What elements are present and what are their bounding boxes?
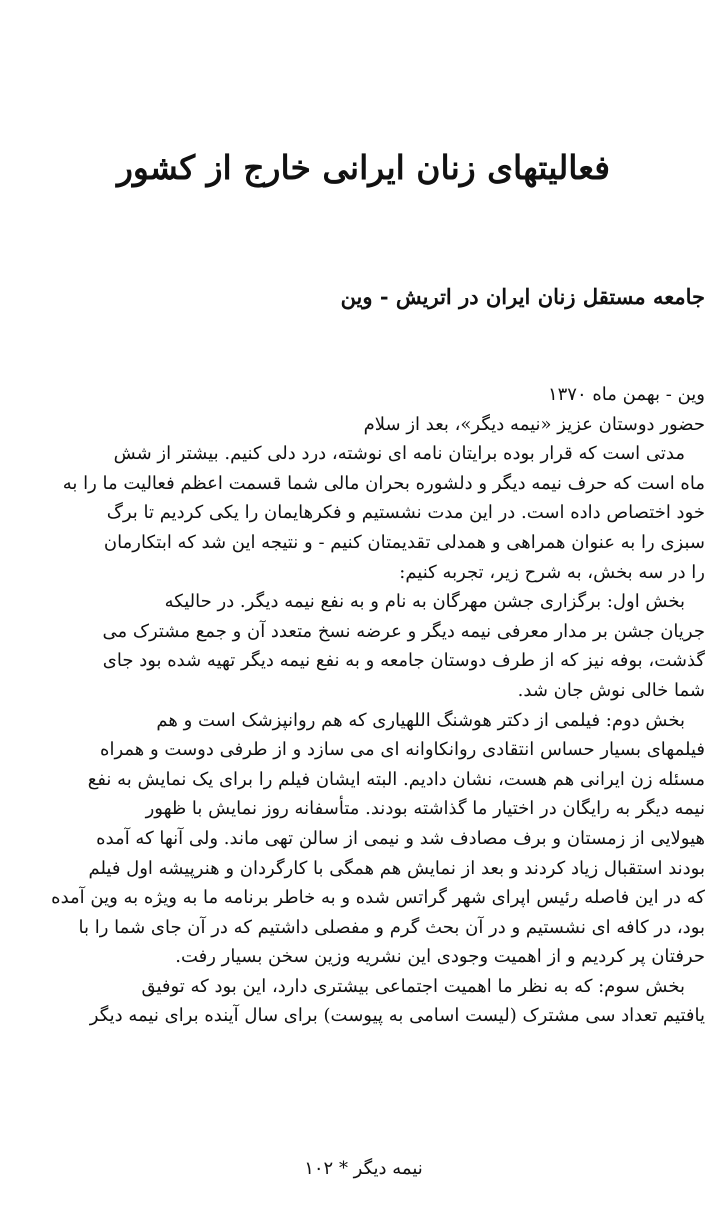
paragraph-line: را در سه بخش، به شرح زیر، تجربه کنیم: [399,561,705,583]
paragraph-line: مسئله زن ایرانی هم هست، نشان دادیم. البته ایشان فیلم را برای یک نمایش به نفع [87,768,705,790]
paragraph-line: بخش دوم: فیلمی از دکتر هوشنگ اللهیاری که هم روانپزشک است و هم [156,709,685,731]
paragraph-line: گذشت، بوفه نیز که از طرف دوستان جامعه و به نفع نیمه دیگر تهیه شده بود جای [102,650,705,672]
paragraph-line: جریان جشن بر مدار معرفی نیمه دیگر و عرضه نسخ متعدد آن و جمع مشترک می [102,620,705,642]
paragraph-line: بخش اول: برگزاری جشن مهرگان به نام و به نفع نیمه دیگر. در حالیکه [164,591,685,613]
paragraph-line: خود اختصاص داده است. در این مدت نشستیم و فکرهایمان را یکی کردیم تا برگ [106,502,705,524]
paragraph-line: که در این فاصله رئیس اپرای شهر گراتس شده و به خاطر برنامه ما به ویژه به وین آمده [51,887,705,909]
page-footer: نیمه دیگر * ۱۰۲ [304,1158,423,1179]
paragraph-line: هیولایی از زمستان و برف مصادف شد و نیمی از سالن تهی ماند. ولی آنها که آمده [96,827,705,849]
page-title: فعالیتهای زنان ایرانی خارج از کشور [116,148,611,187]
paragraph-line: ماه است که حرف نیمه دیگر و دلشوره بحران مالی شما قسمت اعظم فعالیت ما را به [62,472,705,494]
paragraph-line: مدتی است که قرار بوده برایتان نامه ای نوشته، درد دلی کنیم. بیشتر از شش [113,443,685,465]
article-subtitle: جامعه مستقل زنان ایران در اتریش - وین [340,284,705,309]
paragraph-line: سبزی را به عنوان همراهی و همدلی تقدیمتان کنیم - و نتیجه این شد که ابتکارمان [103,531,705,553]
paragraph-line: بود، در کافه ای نشستیم و در آن بحث گرم و مفصلی داشتیم که در آن جای شما را با [78,916,705,938]
letter-date: وین - بهمن ماه ۱۳۷۰ [547,384,705,405]
letter-salutation: حضور دوستان عزیز «نیمه دیگر»، بعد از سلام [363,413,705,435]
paragraph-line: یافتیم تعداد سی مشترک (لیست اسامی به پیوست) برای سال آینده برای نیمه دیگر [89,1005,705,1027]
letter-body [18,380,705,1031]
paragraph-line: نیمه دیگر به رایگان در اختیار ما گذاشته بودند. متأسفانه روز نمایش با ظهور [145,798,705,820]
paragraph-line: شما خالی نوش جان شد. [517,679,705,701]
paragraph-line: فیلمهای بسیار حساس انتقادی روانکاوانه ای می سازد و از طرفی دوست و همراه [100,739,705,761]
paragraph-line: بودند استقبال زیاد کردند و بعد از نمایش هم همگی با کارگردان و هنرپیشه اول فیلم [88,857,705,879]
paragraph-line: بخش سوم: که به نظر ما اهمیت اجتماعی بیشتری دارد، این بود که توفیق [141,975,685,997]
paragraph-line: حرفتان پر کردیم و از اهمیت وجودی این نشریه وزین سخن بسیار رفت. [175,946,705,968]
